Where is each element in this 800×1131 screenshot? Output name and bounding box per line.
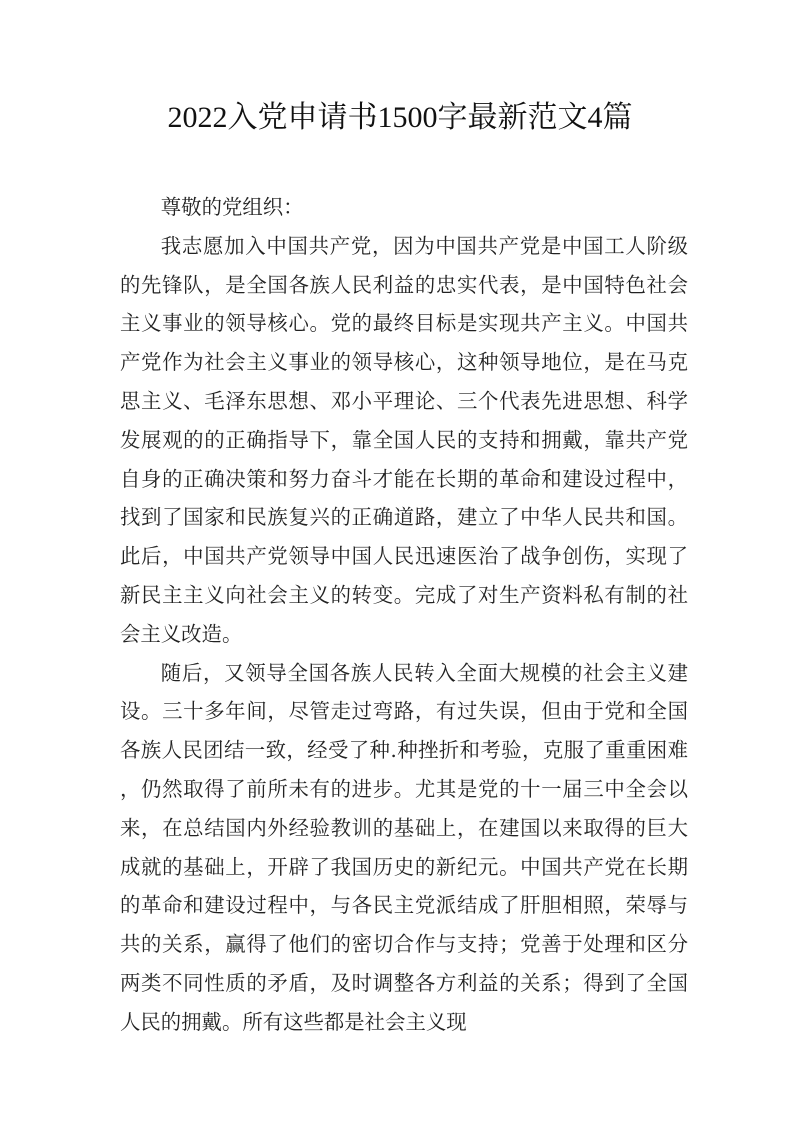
document-body — [120, 188, 688, 1042]
document-title: 2022入党申请书1500字最新范文4篇 — [167, 101, 633, 134]
paragraph: 我志愿加入中国共产党，因为中国共产党是中国工人阶级的先锋队，是全国各族人民利益的忠实代表，是中国特色社会主义事业的领导核心。党的最终目标是实现共产主义。中国共产党作为社会主义事业的领导核心，这种领导地位，是在马克思主义、毛泽东思想、邓小平理论、三个代表先进思想、科学发展观的的正确指导下，靠全国人民的支持和拥戴，靠共产党自身的正确决策和努力奋斗才能在长期的革命和建设过程中，找到了国家和民族复兴的正确道路，建立了中华人民共和国。此后，中国共产党领导中国人民迅速医治了战争创伤，实现了新民主主义向社会主义的转变。完成了对生产资料私有制的社会主义改造。 — [120, 233, 688, 646]
paragraph-salutation: 尊敬的党组织： — [160, 195, 304, 219]
paragraph: 随后，又领导全国各族人民转入全面大规模的社会主义建设。三十多年间，尽管走过弯路，有过失误，但由于党和全国各族人民团结一致，经受了种.种挫折和考验，克服了重重困难，仍然取得了前所未有的进步。尤其是党的十一届三中全会以来，在总结国内外经验教训的基础上，在建国以来取得的巨大成就的基础上，开辟了我国历史的新纪元。中国共产党在长期的革命和建设过程中，与各民主党派结成了肝胆相照，荣辱与共的关系，赢得了他们的密切合作与支持；党善于处理和区分两类不同性质的矛盾，及时调整各方利益的关系；得到了全国人民的拥戴。所有这些都是社会主义现 — [120, 660, 688, 1034]
